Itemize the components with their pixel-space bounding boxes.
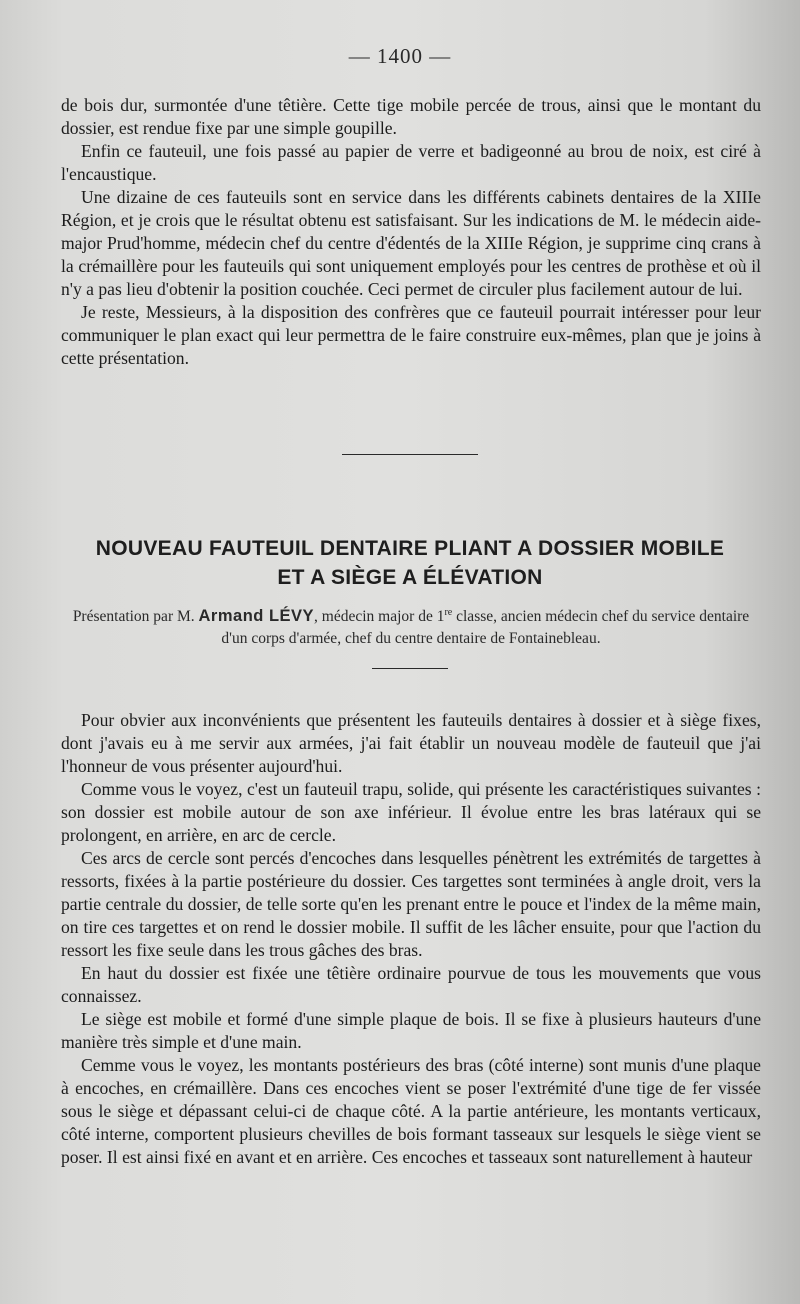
article-subtitle: ET A SIÈGE A ÉLÉVATION [277,566,543,589]
paragraph: Une dizaine de ces fauteuils sont en service dans les différents cabinets dentaires de la XIIIe Région, et je crois que le résultat obtenu est satisfaisant. Sur les indications de M. le médecin aide-major Prud'homme, médecin chef du centre d'édentés de la XIIIe Région, je supprime cinq crans à la crémaillère pour les fauteuils qui sont uniquement employés pour les centres de prothèse et où il n'y a pas lieu d'obtenir la position couchée. Ceci permet de circuler plus facilement autour de lui. [61,187,761,299]
paragraph: Enfin ce fauteuil, une fois passé au papier de verre et badigeonné au brou de noix, est ciré à l'encaustique. [61,141,761,184]
presentation-byline [61,605,761,650]
presentation-prefix: Présentation par M. [72,608,195,625]
paragraph: Pour obvier aux inconvénients que présentent les fauteuils dentaires à dossier et à siège fixes, dont j'avais eu à me servir aux armées, j'ai fait établir un nouveau modèle de fauteuil que j'ai l'honneur de vous présenter aujourd'hui. [61,710,761,776]
title-divider [372,668,448,669]
article-body [61,709,761,1169]
ordinal-superscript: re [444,606,453,618]
section-divider [342,454,478,455]
page-number: — 1400 — [348,44,452,68]
paragraph: de bois dur, surmontée d'une têtière. Cette tige mobile percée de trous, ainsi que le montant du dossier, est rendue fixe par une simple goupille. [61,95,761,138]
paragraph: En haut du dossier est fixée une têtière ordinaire pourvue de tous les mouvements que vous connaissez. [61,963,761,1006]
paragraph: Comme vous le voyez, c'est un fauteuil trapu, solide, qui présente les caractéristiques suivantes : son dossier est mobile autour de son axe inférieur. Il évolue entre les bras latéraux qui se prolongent, en arrière, en arc de cercle. [61,779,761,845]
article-title: NOUVEAU FAUTEUIL DENTAIRE PLIANT A DOSSIER MOBILE [95,537,725,560]
paragraph: Le siège est mobile et formé d'une simple plaque de bois. Il se fixe à plusieurs hauteurs d'une manière très simple et d'une main. [61,1009,761,1052]
paragraph: Cemme vous le voyez, les montants postérieurs des bras (côté interne) sont munis d'une plaque à encoches, en crémaillère. Dans ces encoches vient se poser l'extrémité d'une tige de fer vissée sous le siège et dépassant celui-ci de chaque côté. A la partie antérieure, les montants verticaux, côté interne, comportent plusieurs chevilles de bois formant tasseaux sur lesquels le siège vient se poser. Il est ainsi fixé en avant et en arrière. Ces encoches et tasseaux sont naturellement à hauteur [61,1055,761,1167]
presentation-text: classe, ancien médecin chef du service dentaire d'un corps d'armée, chef du centre dentaire de Fontainebleau. [221,608,750,647]
author-name: Armand LÉVY [198,607,315,625]
paragraph: Je reste, Messieurs, à la disposition des confrères que ce fauteuil pourrait intéresser pour leur communiquer le plan exact qui leur permettra de le faire construire eux-mêmes, plan que je joins à cette présentation. [61,302,761,368]
paragraph: Ces arcs de cercle sont percés d'encoches dans lesquelles pénètrent les extrémités de targettes à ressorts, fixées à la partie postérieure du dossier. Ces targettes sont terminées à angle droit, vers la partie centrale du dossier, de telle sorte qu'en les prenant entre le pouce et l'index de la même main, on tire ces targettes et on rend le dossier mobile. Il suffit de les lâcher ensuite, pour que l'action du ressort les fixe seule dans les trous gâches des bras. [61,848,761,960]
presentation-text: , médecin major de 1 [314,608,445,625]
continued-section [61,94,761,370]
